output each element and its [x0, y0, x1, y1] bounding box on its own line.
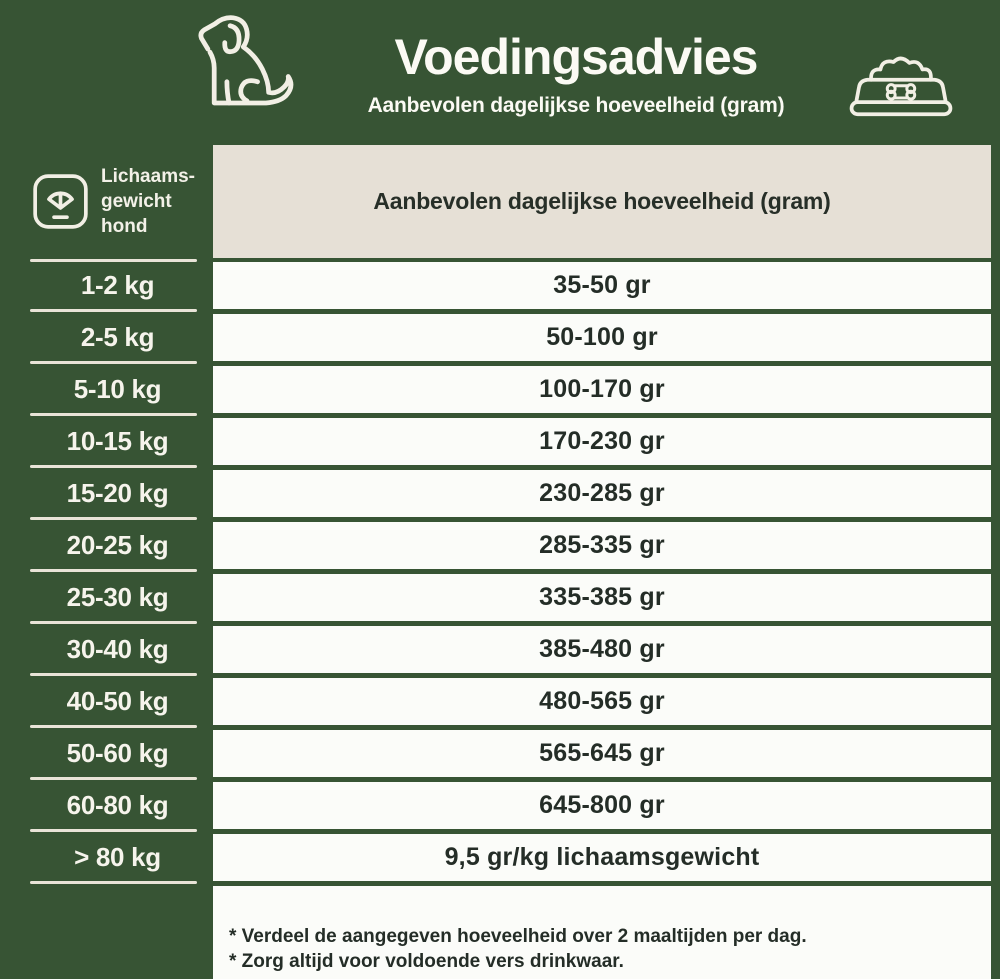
weight-cell: [0, 678, 213, 725]
dog-icon: [192, 12, 302, 126]
weight-cell: [0, 470, 213, 517]
weight-range-label: 25-30 kg: [66, 582, 169, 612]
footnote-meals: * Verdeel de aangegeven hoeveelheid over 2 maaltijden per dag.: [229, 926, 807, 947]
table-row: [0, 522, 1000, 574]
amount-cell: [213, 314, 991, 361]
weight-column-header-label: [101, 164, 195, 239]
table-header-row: [0, 145, 1000, 258]
amount-cell: [213, 834, 991, 881]
table-row: [0, 418, 1000, 470]
amount-cell: [213, 730, 991, 777]
weight-cell: [0, 262, 213, 309]
table-row: [0, 730, 1000, 782]
weight-range-label: 40-50 kg: [66, 686, 169, 716]
weight-range-label: 20-25 kg: [66, 530, 169, 560]
weight-cell: [0, 626, 213, 673]
amount-cell: [213, 782, 991, 829]
weight-header-line-3: hond: [101, 216, 148, 237]
weight-amount-rows: [0, 262, 1000, 886]
weight-range-label: 15-20 kg: [66, 478, 169, 508]
table-row: [0, 470, 1000, 522]
amount-value: 100-170 gr: [539, 375, 665, 403]
weight-range-label: > 80 kg: [74, 842, 161, 872]
footnote-water: * Zorg altijd voor voldoende vers drinkwaar.: [229, 951, 624, 972]
weight-cell: [0, 366, 213, 413]
weight-cell: [0, 522, 213, 569]
amount-value: 565-645 gr: [539, 739, 665, 767]
amount-cell: [213, 678, 991, 725]
table-row: [0, 678, 1000, 730]
page-title: Voedingsadvies: [394, 29, 758, 85]
table-row: [0, 314, 1000, 366]
amount-value: 385-480 gr: [539, 635, 665, 663]
amount-value: 170-230 gr: [539, 427, 665, 455]
table-row: [0, 782, 1000, 834]
weight-cell: [0, 782, 213, 829]
amount-cell: [213, 418, 991, 465]
amount-cell: [213, 470, 991, 517]
feeding-table: [0, 145, 1000, 979]
page-subtitle: Aanbevolen dagelijkse hoeveelheid (gram): [367, 94, 785, 117]
weight-cell: [0, 834, 213, 881]
table-row: [0, 574, 1000, 626]
weight-range-label: 2-5 kg: [80, 322, 155, 352]
table-row: [0, 366, 1000, 418]
amount-cell: [213, 626, 991, 673]
weight-range-label: 50-60 kg: [66, 738, 169, 768]
amount-value: 335-385 gr: [539, 583, 665, 611]
footnotes-row: [0, 886, 1000, 979]
weight-header-line-1: Lichaams-: [101, 166, 195, 187]
weight-range-label: 30-40 kg: [66, 634, 169, 664]
footnotes-left-spacer: [0, 886, 213, 979]
amount-value: 480-565 gr: [539, 687, 665, 715]
weight-range-label: 1-2 kg: [80, 270, 155, 300]
weight-cell: [0, 314, 213, 361]
food-bowl-icon: [845, 48, 957, 124]
weight-range-label: 10-15 kg: [66, 426, 169, 456]
amount-cell: [213, 574, 991, 621]
table-row: [0, 626, 1000, 678]
amount-value: 230-285 gr: [539, 479, 665, 507]
amount-cell: [213, 522, 991, 569]
amount-cell: [213, 262, 991, 309]
amount-column-header: Aanbevolen dagelijkse hoeveelheid (gram): [213, 145, 991, 258]
amount-value: 50-100 gr: [546, 323, 658, 351]
weight-range-label: 60-80 kg: [66, 790, 169, 820]
header: [301, 30, 851, 118]
weight-column-header: [0, 145, 213, 258]
amount-value: 285-335 gr: [539, 531, 665, 559]
weight-scale-icon: [31, 172, 90, 231]
amount-value: 35-50 gr: [553, 271, 651, 299]
table-row: [0, 834, 1000, 886]
weight-cell: [0, 418, 213, 465]
table-row: [0, 262, 1000, 314]
weight-header-line-2: gewicht: [101, 191, 172, 212]
weight-cell: [0, 574, 213, 621]
weight-range-label: 5-10 kg: [73, 374, 162, 404]
footnotes: [213, 886, 991, 979]
amount-cell: [213, 366, 991, 413]
weight-cell: [0, 730, 213, 777]
amount-value: 645-800 gr: [539, 791, 665, 819]
amount-value: 9,5 gr/kg lichaamsgewicht: [444, 843, 760, 871]
